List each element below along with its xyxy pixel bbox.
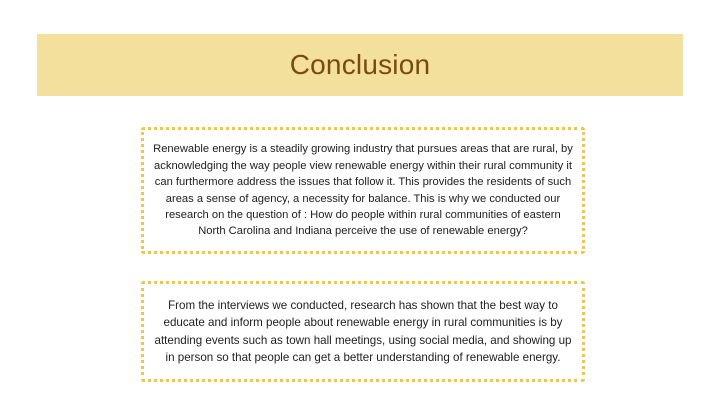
findings-text: From the interviews we conducted, research has shown that the best way to educate and inform people about renewable energy in rural communities is by attending events such as town hall meetings, using social media, and showing up in person so that people can get a better understanding of renewable energy. [154, 298, 572, 364]
findings-box [141, 281, 585, 382]
slide-title: Conclusion [289, 49, 431, 80]
title-banner [37, 34, 683, 96]
research-question-box [141, 127, 585, 254]
research-question-text: Renewable energy is a steadily growing industry that pursues areas that are rural, by acknowledging the way people view renewable energy within their rural community it can furthermore address the issues that follow it. This provides the residents of such areas a sense of agency, a necessity for balance. This is why we conducted our research on the question of : How do people within rural communities of eastern North Carolina and Indiana perceive the use of renewable energy? [153, 143, 573, 238]
